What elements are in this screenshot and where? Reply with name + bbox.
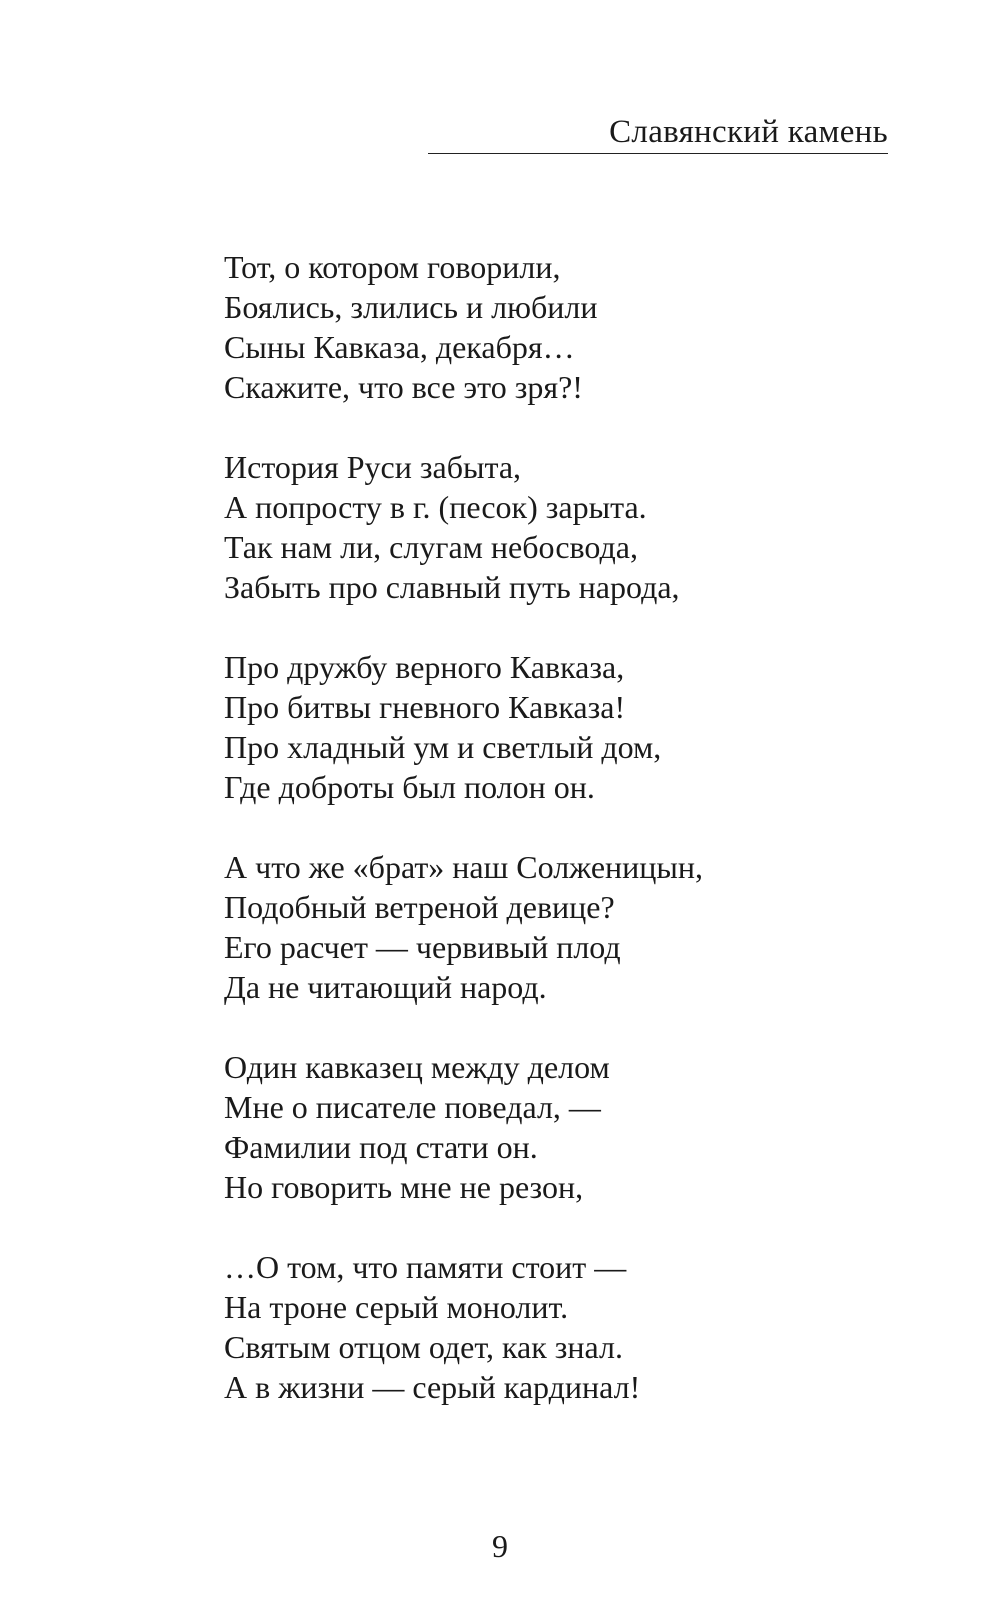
- poem-line: Подобный ветреной девице?: [224, 889, 615, 925]
- poem-line: Мне о писателе поведал, —: [224, 1089, 601, 1125]
- poem-line: …О том, что памяти стоит —: [224, 1249, 627, 1285]
- stanza: [224, 447, 864, 607]
- poem-line: А попросту в г. (песок) зарыта.: [224, 489, 647, 525]
- poem-line: История Руси забыта,: [224, 449, 522, 485]
- poem-line: Про хладный ум и светлый дом,: [224, 729, 662, 765]
- stanza: [224, 647, 864, 807]
- stanza: [224, 847, 864, 1007]
- poem-line: Один кавказец между делом: [224, 1049, 610, 1085]
- poem-line: Его расчет — червивый плод: [224, 929, 621, 965]
- stanza: [224, 247, 864, 407]
- header-rule: [428, 153, 888, 154]
- stanza: [224, 1247, 864, 1407]
- stanza: [224, 1047, 864, 1207]
- poem-line: Тот, о котором говорили,: [224, 249, 561, 285]
- poem-line: Святым отцом одет, как знал.: [224, 1329, 623, 1365]
- poem-line: А что же «брат» наш Солженицын,: [224, 849, 704, 885]
- poem-line: На троне серый монолит.: [224, 1289, 569, 1325]
- poem-line: Скажите, что все это зря?!: [224, 369, 583, 405]
- poem-line: Да не читающий народ.: [224, 969, 547, 1005]
- poem-line: Так нам ли, слугам небосвода,: [224, 529, 638, 565]
- poem-line: Но говорить мне не резон,: [224, 1169, 584, 1205]
- poem-line: А в жизни — серый кардинал!: [224, 1369, 641, 1405]
- poem-line: Боялись, злились и любили: [224, 289, 598, 325]
- page-number: 9: [492, 1528, 508, 1564]
- poem: [224, 247, 864, 1447]
- running-header-title: Славянский камень: [609, 114, 888, 150]
- poem-line: Про битвы гневного Кавказа!: [224, 689, 626, 725]
- poem-line: Фамилии под стати он.: [224, 1129, 538, 1165]
- poem-line: Сыны Кавказа, декабря…: [224, 329, 575, 365]
- poem-line: Забыть про славный путь народа,: [224, 569, 680, 605]
- poem-line: Про дружбу верного Кавказа,: [224, 649, 625, 685]
- poem-line: Где доброты был полон он.: [224, 769, 595, 805]
